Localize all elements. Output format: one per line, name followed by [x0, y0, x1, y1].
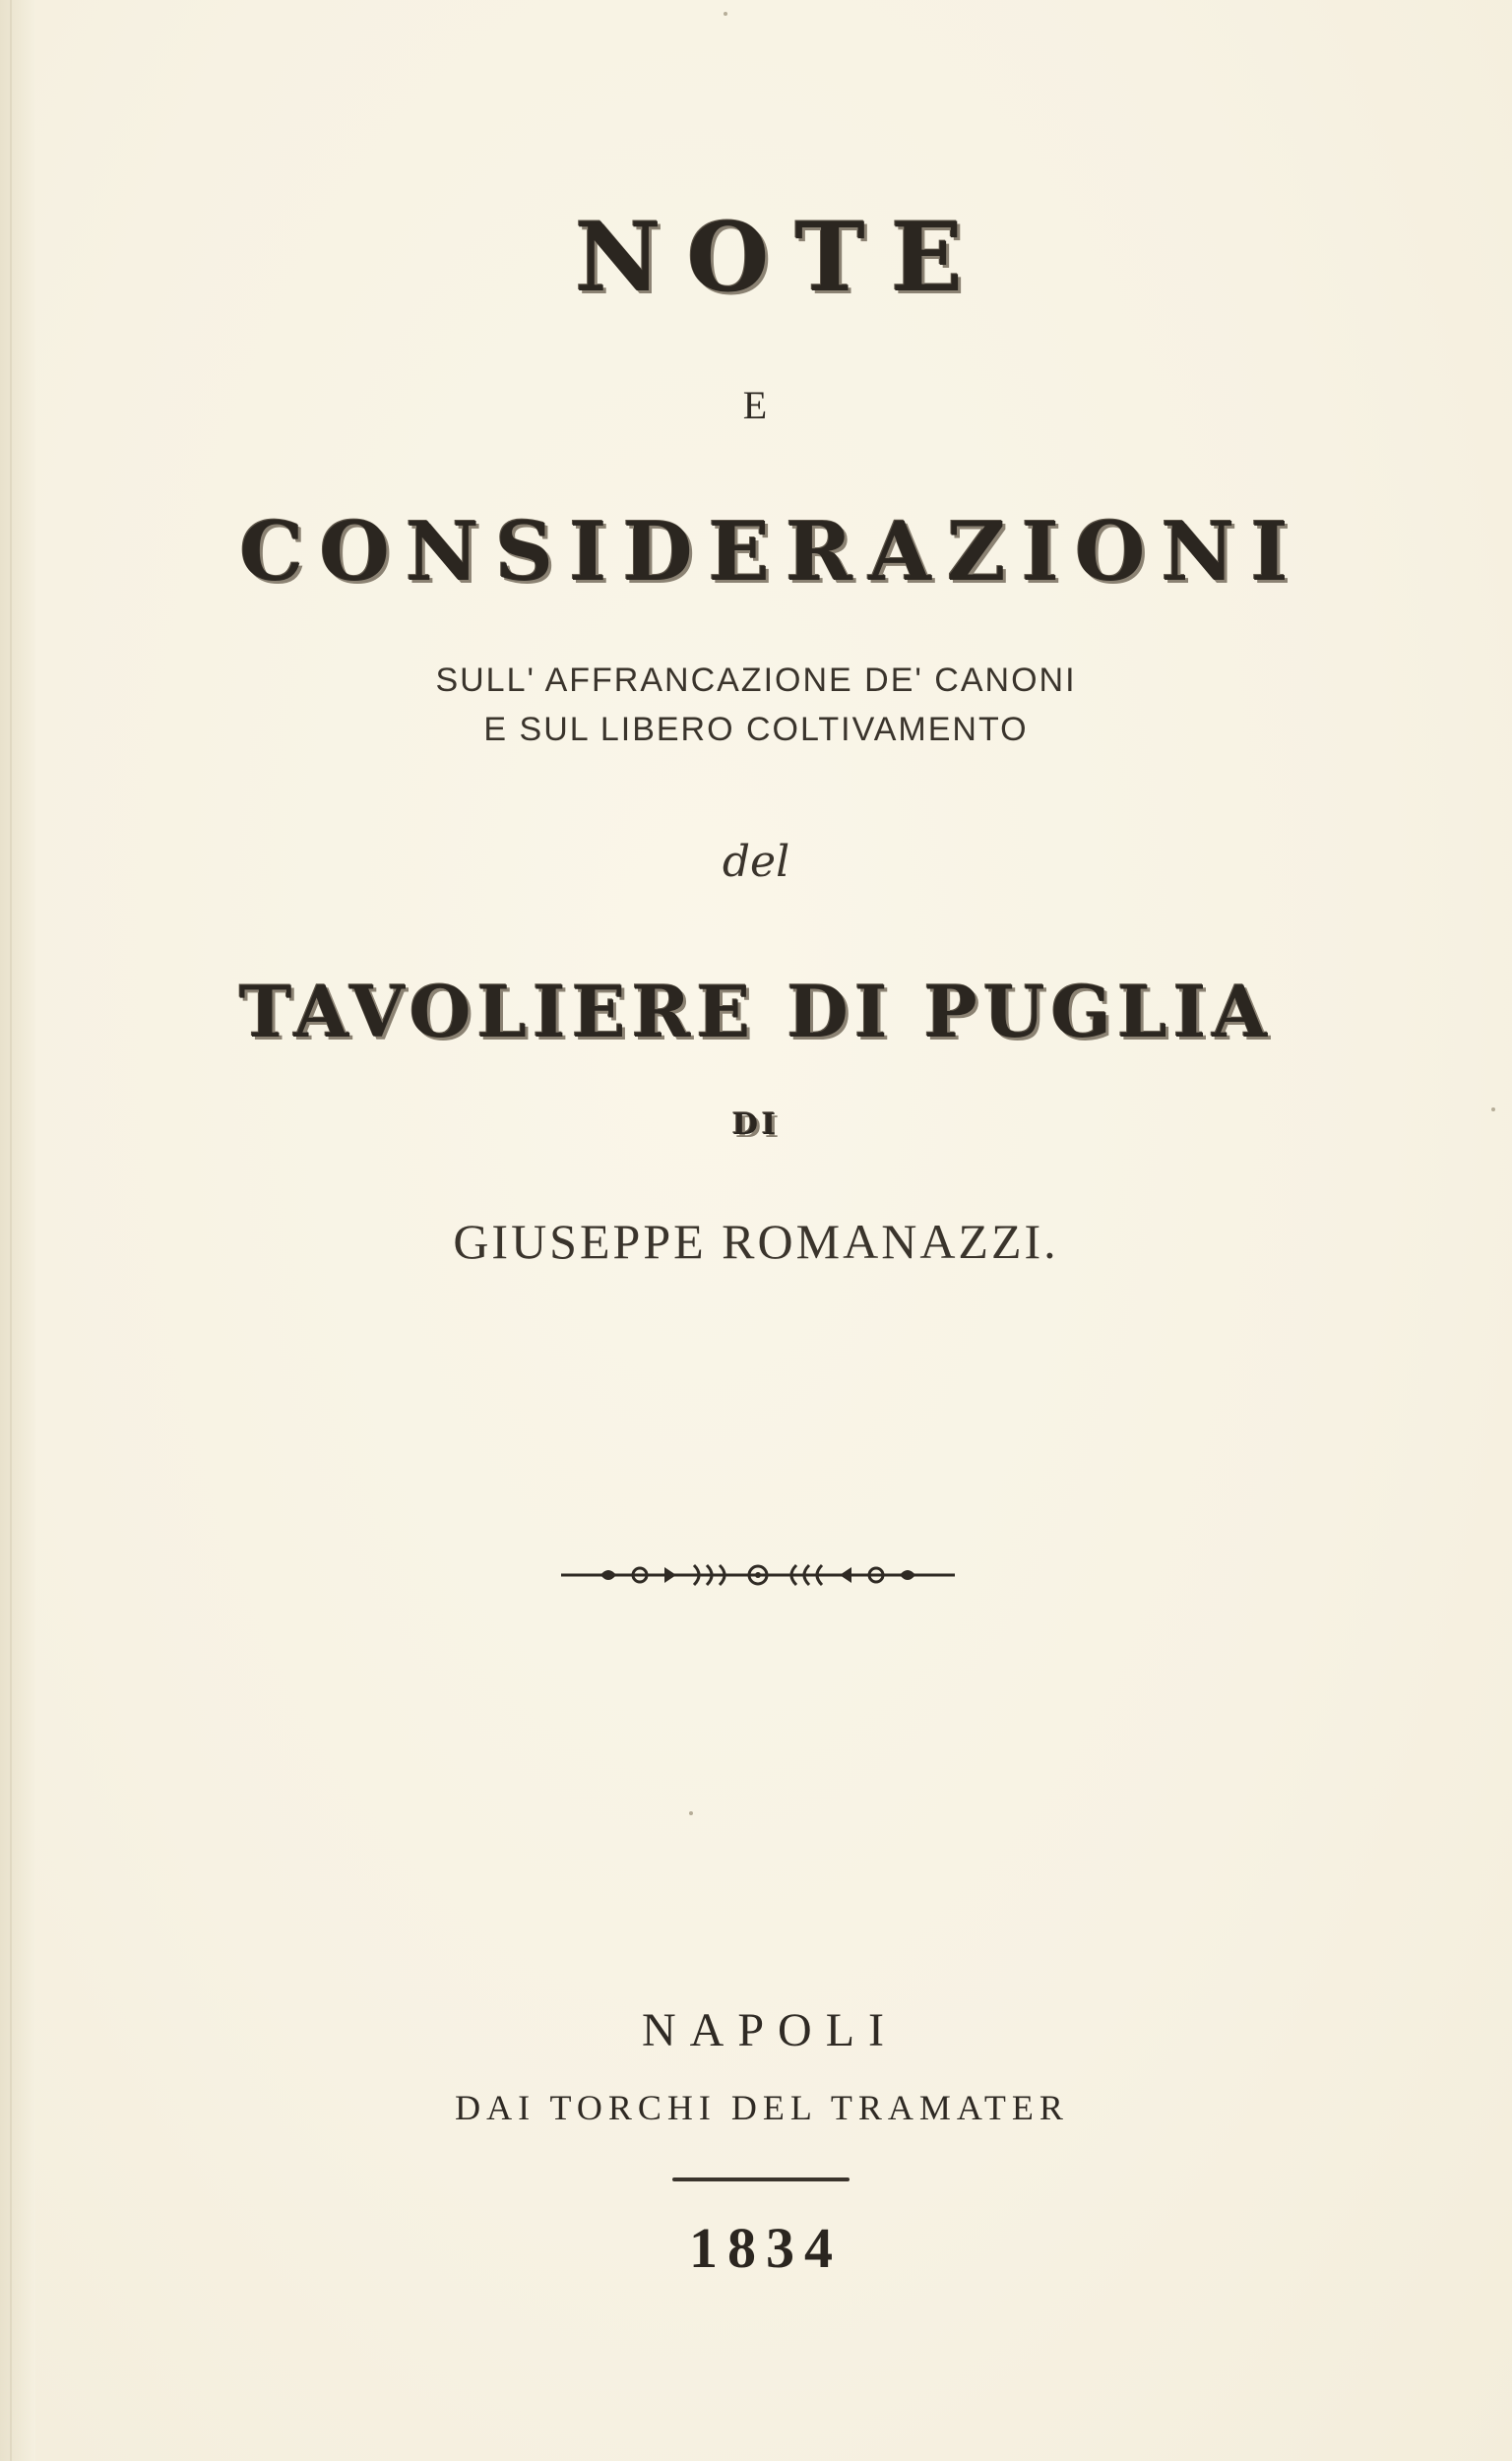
subtitle-line-2: E SUL LIBERO COLTIVAMENTO	[483, 711, 1029, 748]
title-conjunction-e: E	[742, 383, 770, 427]
title-tavoliere-di-puglia: TAVOLIERE DI PUGLIA	[238, 970, 1274, 1053]
title-note: NOTE	[575, 202, 988, 313]
paper-speck	[689, 1811, 693, 1815]
floral-ornament-divider-icon	[561, 1555, 955, 1595]
author-name: GIUSEPPE ROMANAZZI.	[453, 1214, 1059, 1269]
paper-speck	[724, 12, 727, 16]
word-del: del	[722, 837, 790, 887]
printer-imprint: DAI TORCHI DEL TRAMATER	[455, 2088, 1069, 2127]
word-di: DI	[731, 1107, 781, 1142]
title-considerazioni: CONSIDERAZIONI	[239, 505, 1304, 599]
short-rule-divider	[672, 2177, 850, 2181]
subtitle-line-1: SULL' AFFRANCAZIONE DE' CANONI	[435, 662, 1077, 699]
paper-speck	[1491, 1107, 1495, 1111]
place-of-publication: NAPOLI	[642, 2004, 898, 2056]
publication-year: 1834	[689, 2216, 843, 2280]
